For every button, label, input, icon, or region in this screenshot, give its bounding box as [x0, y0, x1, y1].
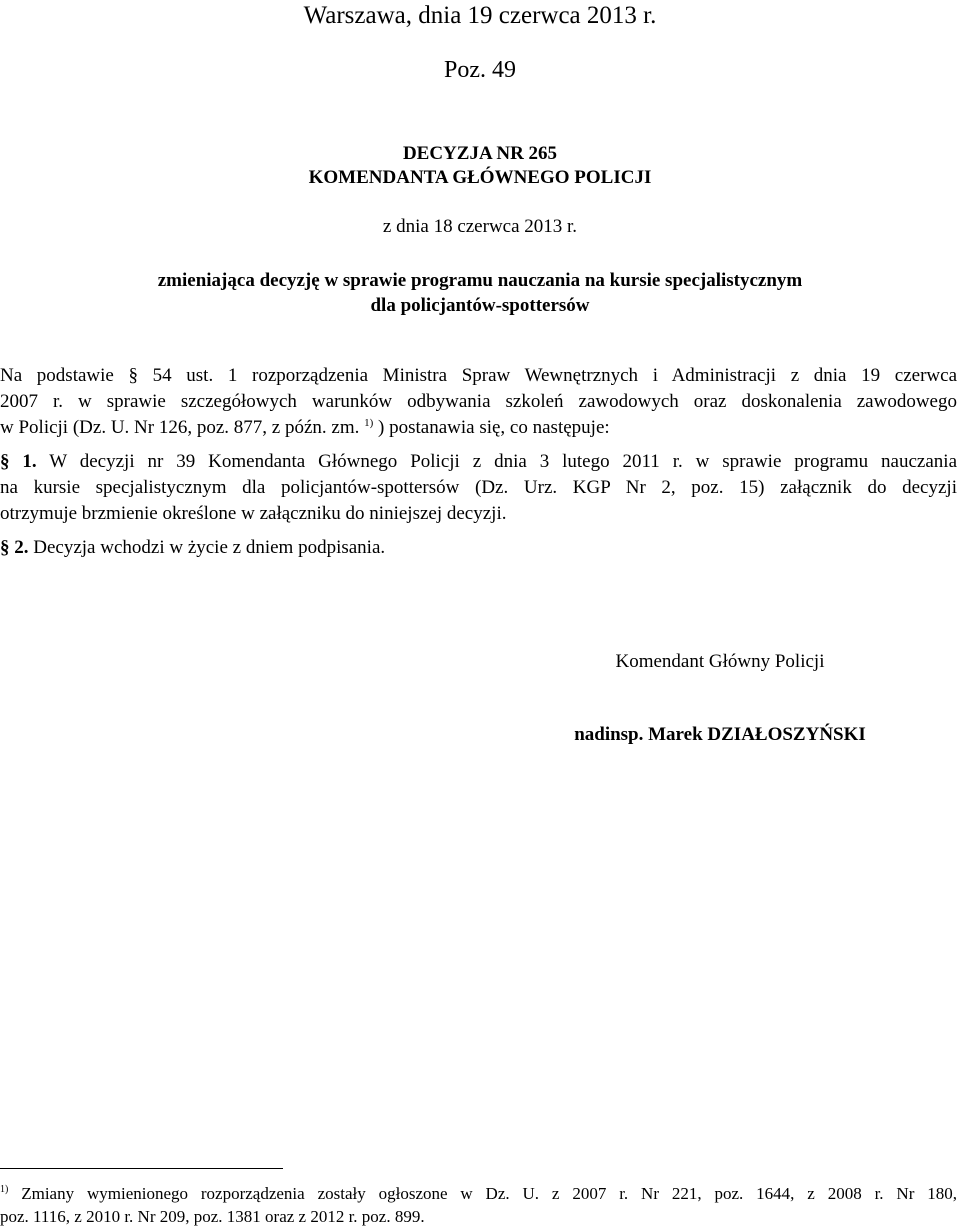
preamble-line-3-text: w Policji (Dz. U. Nr 126, poz. 877, z późn. zm.	[0, 417, 360, 438]
paragraph-1-line-2: na kursie specjalistycznym dla policjantów-spottersów (Dz. Urz. KGP Nr 2, poz. 15) załącznik do decyzji	[0, 477, 957, 498]
footnote-marker: 1)	[0, 1184, 9, 1195]
preamble-line-2: 2007 r. w sprawie szczegółowych warunków odbywania szkoleń zawodowych oraz doskonalenia zawodowego	[0, 391, 957, 412]
title-decision-number: DECYZJA NR 265	[402, 143, 558, 164]
paragraph-2-line-1	[0, 535, 957, 561]
document-title	[0, 142, 960, 190]
footnote-separator	[0, 1168, 283, 1169]
footnote-text-1: Zmiany wymienionego rozporządzenia zostały ogłoszone w Dz. U. z 2007 r. Nr 221, poz. 1644, z 2008 r. Nr 180,	[21, 1184, 957, 1203]
signatory-role: Komendant Główny Policji	[615, 651, 825, 672]
title-issuer: KOMENDANTA GŁÓWNEGO POLICJI	[308, 167, 652, 188]
decision-date: z dnia 18 czerwca 2013 r.	[382, 216, 578, 237]
paragraph-2-marker: § 2.	[0, 537, 29, 558]
preamble-line-1: Na podstawie § 54 ust. 1 rozporządzenia Ministra Spraw Wewnętrznych i Administracji z dnia 19 czerwca	[0, 365, 957, 386]
footnote-line-1	[0, 1182, 957, 1206]
paragraph-1-line-3: otrzymuje brzmienie określone w załączniku do niniejszej decyzji.	[0, 503, 507, 524]
footnote-reference: 1)	[364, 417, 374, 429]
decision-subject	[0, 268, 960, 318]
preamble-line-3-end: ) postanawia się, co następuje:	[378, 417, 610, 438]
paragraph-2-text-1: Decyzja wchodzi w życie z dniem podpisania.	[33, 537, 386, 558]
header-item-number: Poz. 49	[444, 57, 516, 83]
footnote-line-2: poz. 1116, z 2010 r. Nr 209, poz. 1381 oraz z 2012 r. poz. 899.	[0, 1207, 425, 1226]
preamble-line-3	[0, 415, 957, 441]
paragraph-1-text-1: W decyzji nr 39 Komendanta Głównego Policji z dnia 3 lutego 2011 r. w sprawie programu nauczania	[49, 451, 958, 472]
subject-line-2: dla policjantów-spottersów	[370, 295, 590, 316]
paragraph-1-line-1	[0, 449, 957, 475]
paragraph-1-marker: § 1.	[0, 451, 37, 472]
header-place-date: Warszawa, dnia 19 czerwca 2013 r.	[303, 2, 657, 29]
subject-line-1: zmieniająca decyzję w sprawie programu nauczania na kursie specjalistycznym	[157, 270, 803, 291]
signatory-name: nadinsp. Marek DZIAŁOSZYŃSKI	[574, 724, 866, 745]
